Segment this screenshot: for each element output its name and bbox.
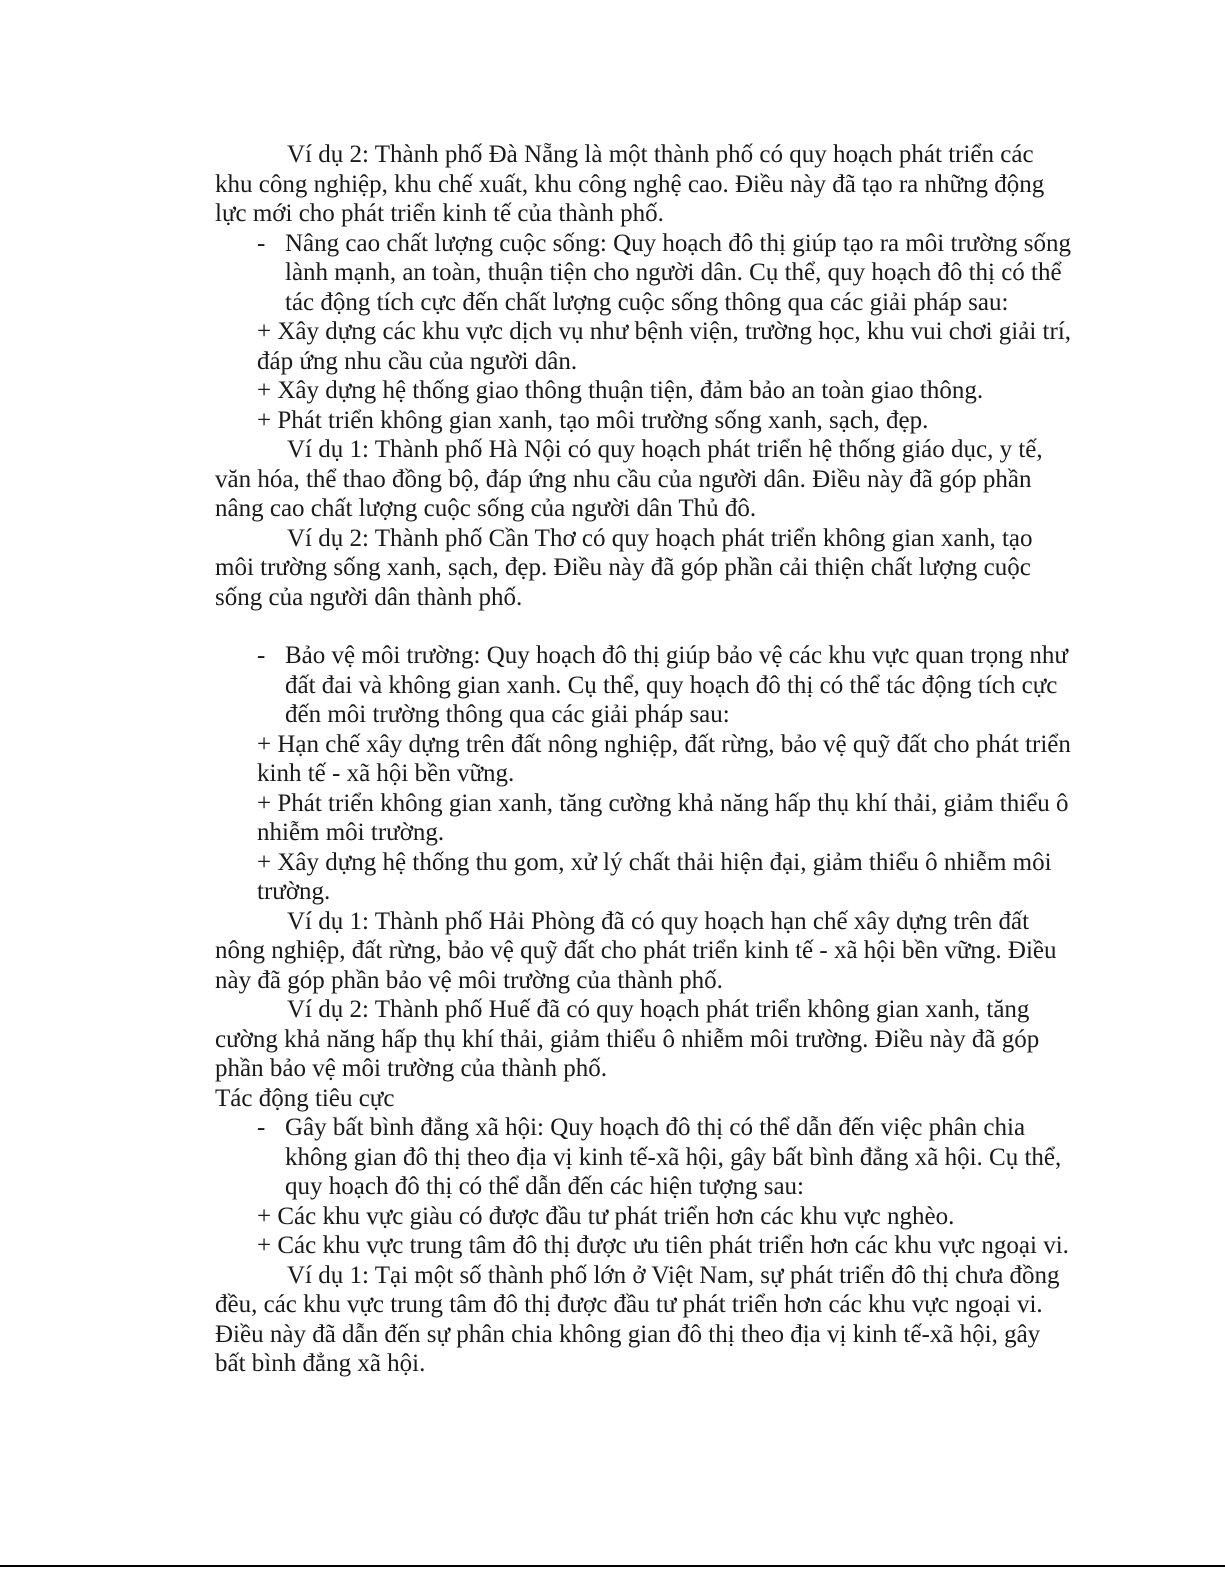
example-paragraph: Ví dụ 2: Thành phố Huế đã có quy hoạch phát triển không gian xanh, tăng cường khả năng hấp thụ khí thải, giảm thiểu ô nhiễm môi trường. Điều này đã góp phần bảo vệ môi trường của thành phố. <box>215 996 1040 1082</box>
example-paragraph: Ví dụ 1: Tại một số thành phố lớn ở Việt Nam, sự phát triển đô thị chưa đồng đều, các khu vực trung tâm đô thị được đầu tư phát triển hơn các khu vực ngoại vi. Điều này đã dẫn đến sự phân chia không gian đô thị theo địa vị kinh tế-xã hội, gây bất bình đẳng xã hội. <box>215 1261 1060 1377</box>
example-paragraph: Ví dụ 1: Thành phố Hải Phòng đã có quy hoạch hạn chế xây dựng trên đất nông nghiệp, đất rừng, bảo vệ quỹ đất cho phát triển kinh tế - xã hội bền vững. Điều này đã góp phần bảo vệ môi trường của thành phố. <box>215 907 1057 994</box>
example-paragraph: Ví dụ 1: Thành phố Hà Nội có quy hoạch phát triển hệ thống giáo dục, y tế, văn hóa, thể thao đồng bộ, đáp ứng nhu cầu của người dân. Điều này đã góp phần nâng cao chất lượng cuộc sống của người dân Thủ đô. <box>215 436 1043 522</box>
sub-list-item: + Hạn chế xây dựng trên đất nông nghiệp, đất rừng, bảo vệ quỹ đất cho phát triển kinh tế - xã hội bền vững. <box>257 730 1071 787</box>
blank-line <box>215 612 1075 641</box>
bullet-dash: - <box>257 1114 266 1141</box>
bullet-item <box>257 229 1075 318</box>
sub-list-item: + Xây dựng các khu vực dịch vụ như bệnh viện, trường học, khu vui chơi giải trí, đáp ứng nhu cầu của người dân. <box>257 318 1072 375</box>
document-body <box>215 140 1075 1379</box>
example-paragraph: Ví dụ 2: Thành phố Đà Nẵng là một thành phố có quy hoạch phát triển các khu công nghiệp, khu chế xuất, khu công nghệ cao. Điều này đã tạo ra những động lực mới cho phát triển kinh tế của thành phố. <box>215 141 1045 227</box>
bullet-item <box>257 1113 1075 1202</box>
sub-list-item: + Các khu vực giàu có được đầu tư phát triển hơn các khu vực nghèo. <box>257 1202 955 1230</box>
bullet-text: Nâng cao chất lượng cuộc sống: Quy hoạch đô thị giúp tạo ra môi trường sống lành mạnh, an toàn, thuận tiện cho người dân. Cụ thể, quy hoạch đô thị có thể tác động tích cực đến chất lượng cuộc sống thông qua các giải pháp sau: <box>285 229 1072 316</box>
bullet-text: Bảo vệ môi trường: Quy hoạch đô thị giúp bảo vệ các khu vực quan trọng như đất đai và không gian xanh. Cụ thể, quy hoạch đô thị có thể tác động tích cực đến môi trường thông qua các giải pháp sau: <box>285 642 1068 728</box>
bullet-text: Gây bất bình đẳng xã hội: Quy hoạch đô thị có thể dẫn đến việc phân chia không gian đô thị theo địa vị kinh tế-xã hội, gây bất bình đẳng xã hội. Cụ thể, quy hoạch đô thị có thể dẫn đến các hiện tượng sau: <box>285 1114 1062 1200</box>
bullet-dash: - <box>257 642 266 669</box>
page-bottom-rule <box>0 1565 1225 1567</box>
section-heading: Tác động tiêu cực <box>215 1084 395 1112</box>
sub-list-item: + Xây dựng hệ thống thu gom, xử lý chất thải hiện đại, giảm thiểu ô nhiễm môi trường. <box>257 848 1052 905</box>
example-paragraph: Ví dụ 2: Thành phố Cần Thơ có quy hoạch phát triển không gian xanh, tạo môi trường sống xanh, sạch, đẹp. Điều này đã góp phần cải thiện chất lượng cuộc sống của người dân thành phố. <box>215 524 1033 611</box>
sub-list-item: + Các khu vực trung tâm đô thị được ưu tiên phát triển hơn các khu vực ngoại vi. <box>257 1232 1069 1259</box>
bullet-item <box>257 641 1075 730</box>
sub-list-item: + Xây dựng hệ thống giao thông thuận tiện, đảm bảo an toàn giao thông. <box>257 377 984 404</box>
sub-list-item: + Phát triển không gian xanh, tăng cường khả năng hấp thụ khí thải, giảm thiểu ô nhiễm môi trường. <box>257 789 1069 846</box>
bullet-dash: - <box>257 229 266 257</box>
sub-list-item: + Phát triển không gian xanh, tạo môi trường sống xanh, sạch, đẹp. <box>257 406 929 434</box>
